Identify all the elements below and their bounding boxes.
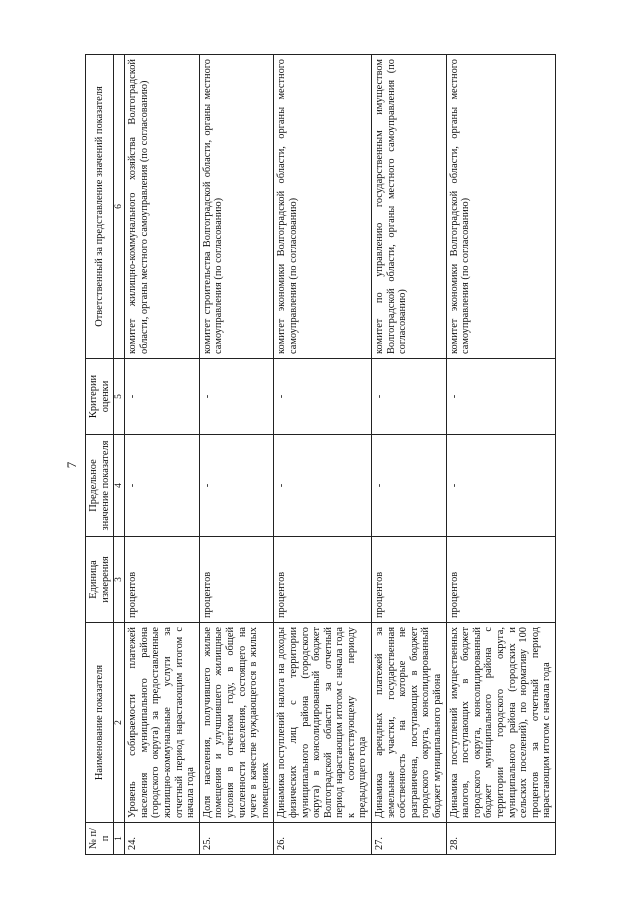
indicator-name: Уровень собираемости платежей населения муниципального района (городского округа) за предоставленные жилищно-коммунальные услуги за отчетный период нарастающим итогом с начала года	[125, 623, 200, 823]
column-number: 6	[114, 55, 125, 359]
table-row	[372, 55, 447, 855]
indicators-table	[85, 54, 556, 855]
criteria: -	[199, 359, 274, 435]
header-criteria: Критерии оценки	[86, 359, 114, 435]
responsible: комитет строительства Волгоградской области, органы местного самоуправления (по согласованию)	[199, 55, 274, 359]
column-number: 1	[114, 823, 125, 855]
unit: процентов	[446, 537, 555, 623]
row-number: 25.	[199, 823, 274, 855]
unit: процентов	[274, 537, 372, 623]
criteria: -	[372, 359, 447, 435]
unit: процентов	[372, 537, 447, 623]
indicator-name: Доля населения, получившего жилые помещения и улучшившего жилищные условия в отчетном году, в общей численности населения, состоящего на учете в качестве нуждающегося в жилых помещениях	[199, 623, 274, 823]
unit: процентов	[199, 537, 274, 623]
column-number-row	[114, 55, 125, 855]
column-number: 5	[114, 359, 125, 435]
header-name: Наименование показателя	[86, 623, 114, 823]
unit: процентов	[125, 537, 200, 623]
limit-value: -	[372, 435, 447, 537]
limit-value: -	[125, 435, 200, 537]
table-row	[274, 55, 372, 855]
responsible: комитет экономики Волгоградской области, органы местного самоуправления (по согласованию)	[274, 55, 372, 359]
column-number: 4	[114, 435, 125, 537]
header-responsible: Ответственный за представление значений показателя	[86, 55, 114, 359]
responsible: комитет по управлению государственным имуществом Волгоградской области, органы местного самоуправления (по согласованию)	[372, 55, 447, 359]
criteria: -	[274, 359, 372, 435]
column-number: 2	[114, 623, 125, 823]
header-limit: Предельное значение показателя	[86, 435, 114, 537]
limit-value: -	[274, 435, 372, 537]
indicator-name: Динамика поступлений имущественных налогов, поступающих в бюджет городского округа, консолидированный бюджет муниципального района с территории городского округа, муниципального района (городских и сельских поселений), по нормативу 100 процентов за отчетный период нарастающим итогом с начала года	[446, 623, 555, 823]
row-number: 26.	[274, 823, 372, 855]
responsible: комитет жилищно-коммунального хозяйства Волгоградской области, органы местного самоуправления (по согласованию)	[125, 55, 200, 359]
indicator-name: Динамика поступлений налога на доходы физических лиц с территории муниципального района (городского округа) в консолидированный бюджет Волгоградской области за отчетный период нарастающим итогом с начала года к соответствующему периоду предыдущего года	[274, 623, 372, 823]
table-header-row	[86, 55, 114, 855]
page-number: 7	[64, 461, 79, 469]
column-number: 3	[114, 537, 125, 623]
row-number: 27.	[372, 823, 447, 855]
criteria: -	[125, 359, 200, 435]
indicator-name: Динамика арендных платежей за земельные участки, государственная собственность на которые не разграничена, поступающих в бюджет городского округа, консолидированный бюджет муниципального района	[372, 623, 447, 823]
table-row	[446, 55, 555, 855]
header-unit: Единица измерения	[86, 537, 114, 623]
row-number: 24.	[125, 823, 200, 855]
responsible: комитет экономики Волгоградской области, органы местного самоуправления (по согласованию)	[446, 55, 555, 359]
table-row	[199, 55, 274, 855]
row-number: 28.	[446, 823, 555, 855]
criteria: -	[446, 359, 555, 435]
table-row	[125, 55, 200, 855]
header-number: № п/п	[86, 823, 114, 855]
limit-value: -	[446, 435, 555, 537]
rotated-table-container	[85, 55, 605, 855]
limit-value: -	[199, 435, 274, 537]
